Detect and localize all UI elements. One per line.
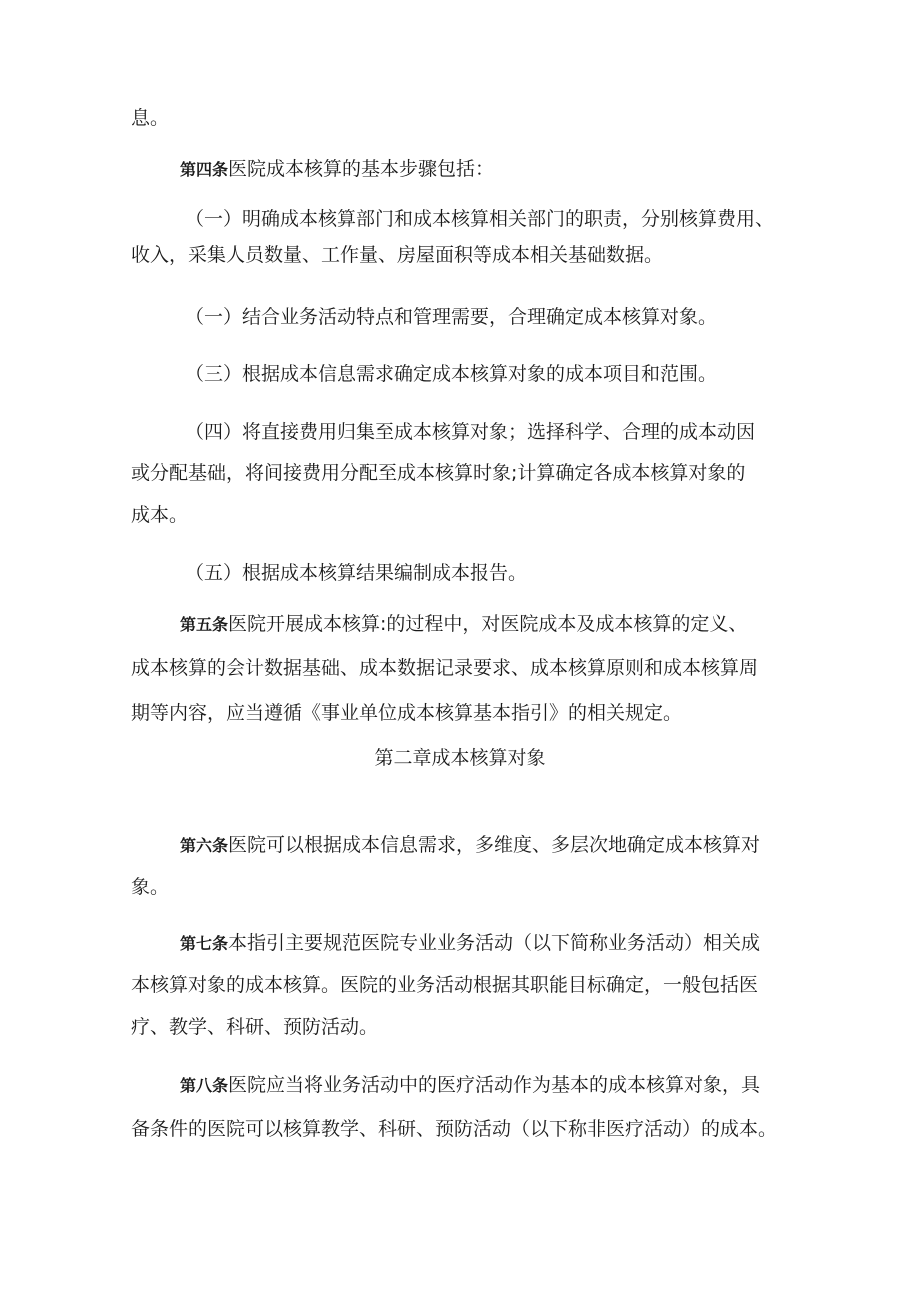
paragraph-line: （一）明确成本核算部门和成本核算相关部门的职责，分别核算费用、 — [185, 208, 775, 230]
article-label: 第四条 — [180, 160, 229, 179]
article-text: 本指引主要规范医院专业业务活动（以下简称业务活动）相关成 — [228, 932, 761, 954]
article-label: 第六条 — [180, 836, 229, 855]
article-text: 医院应当将业务活动中的医疗活动作为基本的成本核算对象，具 — [228, 1074, 761, 1096]
article-7 — [180, 931, 760, 956]
article-label: 第七条 — [180, 934, 229, 953]
paragraph-line: 备条件的医院可以核算教学、科研、预防活动（以下称非医疗活动）的成本。 — [131, 1118, 778, 1140]
paragraph-line: （一）结合业务活动特点和管理需要，合理确定成本核算对象。 — [185, 306, 718, 328]
paragraph-line: （四）将直接费用归集至成本核算对象；选择科学、合理的成本动因 — [185, 421, 756, 443]
article-label: 第八条 — [180, 1076, 229, 1095]
paragraph-line: 疗、教学、科研、预防活动。 — [131, 1016, 379, 1038]
paragraph-line: 收入，采集人员数量、工作量、房屋面积等成本相关基础数据。 — [131, 244, 664, 266]
chapter-heading: 第二章成本核算对象 — [374, 747, 546, 769]
paragraph-line: （五）根据成本核算结果编制成本报告。 — [185, 562, 528, 584]
paragraph-line: 或分配基础，将间接费用分配至成本核算时象;计算确定各成本核算对象的 — [131, 462, 746, 484]
paragraph-line: （三）根据成本信息需求确定成本核算对象的成本项目和范围。 — [185, 363, 718, 385]
paragraph-line: 本核算对象的成本核算。医院的业务活动根据其职能目标确定，一般包括医 — [131, 974, 759, 996]
article-4 — [180, 157, 494, 182]
paragraph-line: 期等内容，应当遵循《事业单位成本核算基本指引》的相关规定。 — [131, 702, 683, 724]
article-label: 第五条 — [180, 615, 229, 634]
paragraph-line: 息。 — [131, 107, 170, 129]
article-8 — [180, 1073, 760, 1098]
paragraph-line: 成本核算的会计数据基础、成本数据记录要求、成本核算原则和成本核算周 — [131, 657, 759, 679]
article-5 — [180, 612, 747, 637]
paragraph-line: 象。 — [131, 876, 170, 898]
article-text: 医院开展成本核算:的过程中，对医院成本及成本核算的定义、 — [228, 613, 748, 635]
article-text: 医院成本核算的基本步骤包括： — [228, 158, 495, 180]
paragraph-line: 成本。 — [131, 504, 189, 526]
article-text: 医院可以根据成本信息需求，多维度、多层次地确定成本核算对 — [228, 834, 761, 856]
article-6 — [180, 833, 760, 858]
